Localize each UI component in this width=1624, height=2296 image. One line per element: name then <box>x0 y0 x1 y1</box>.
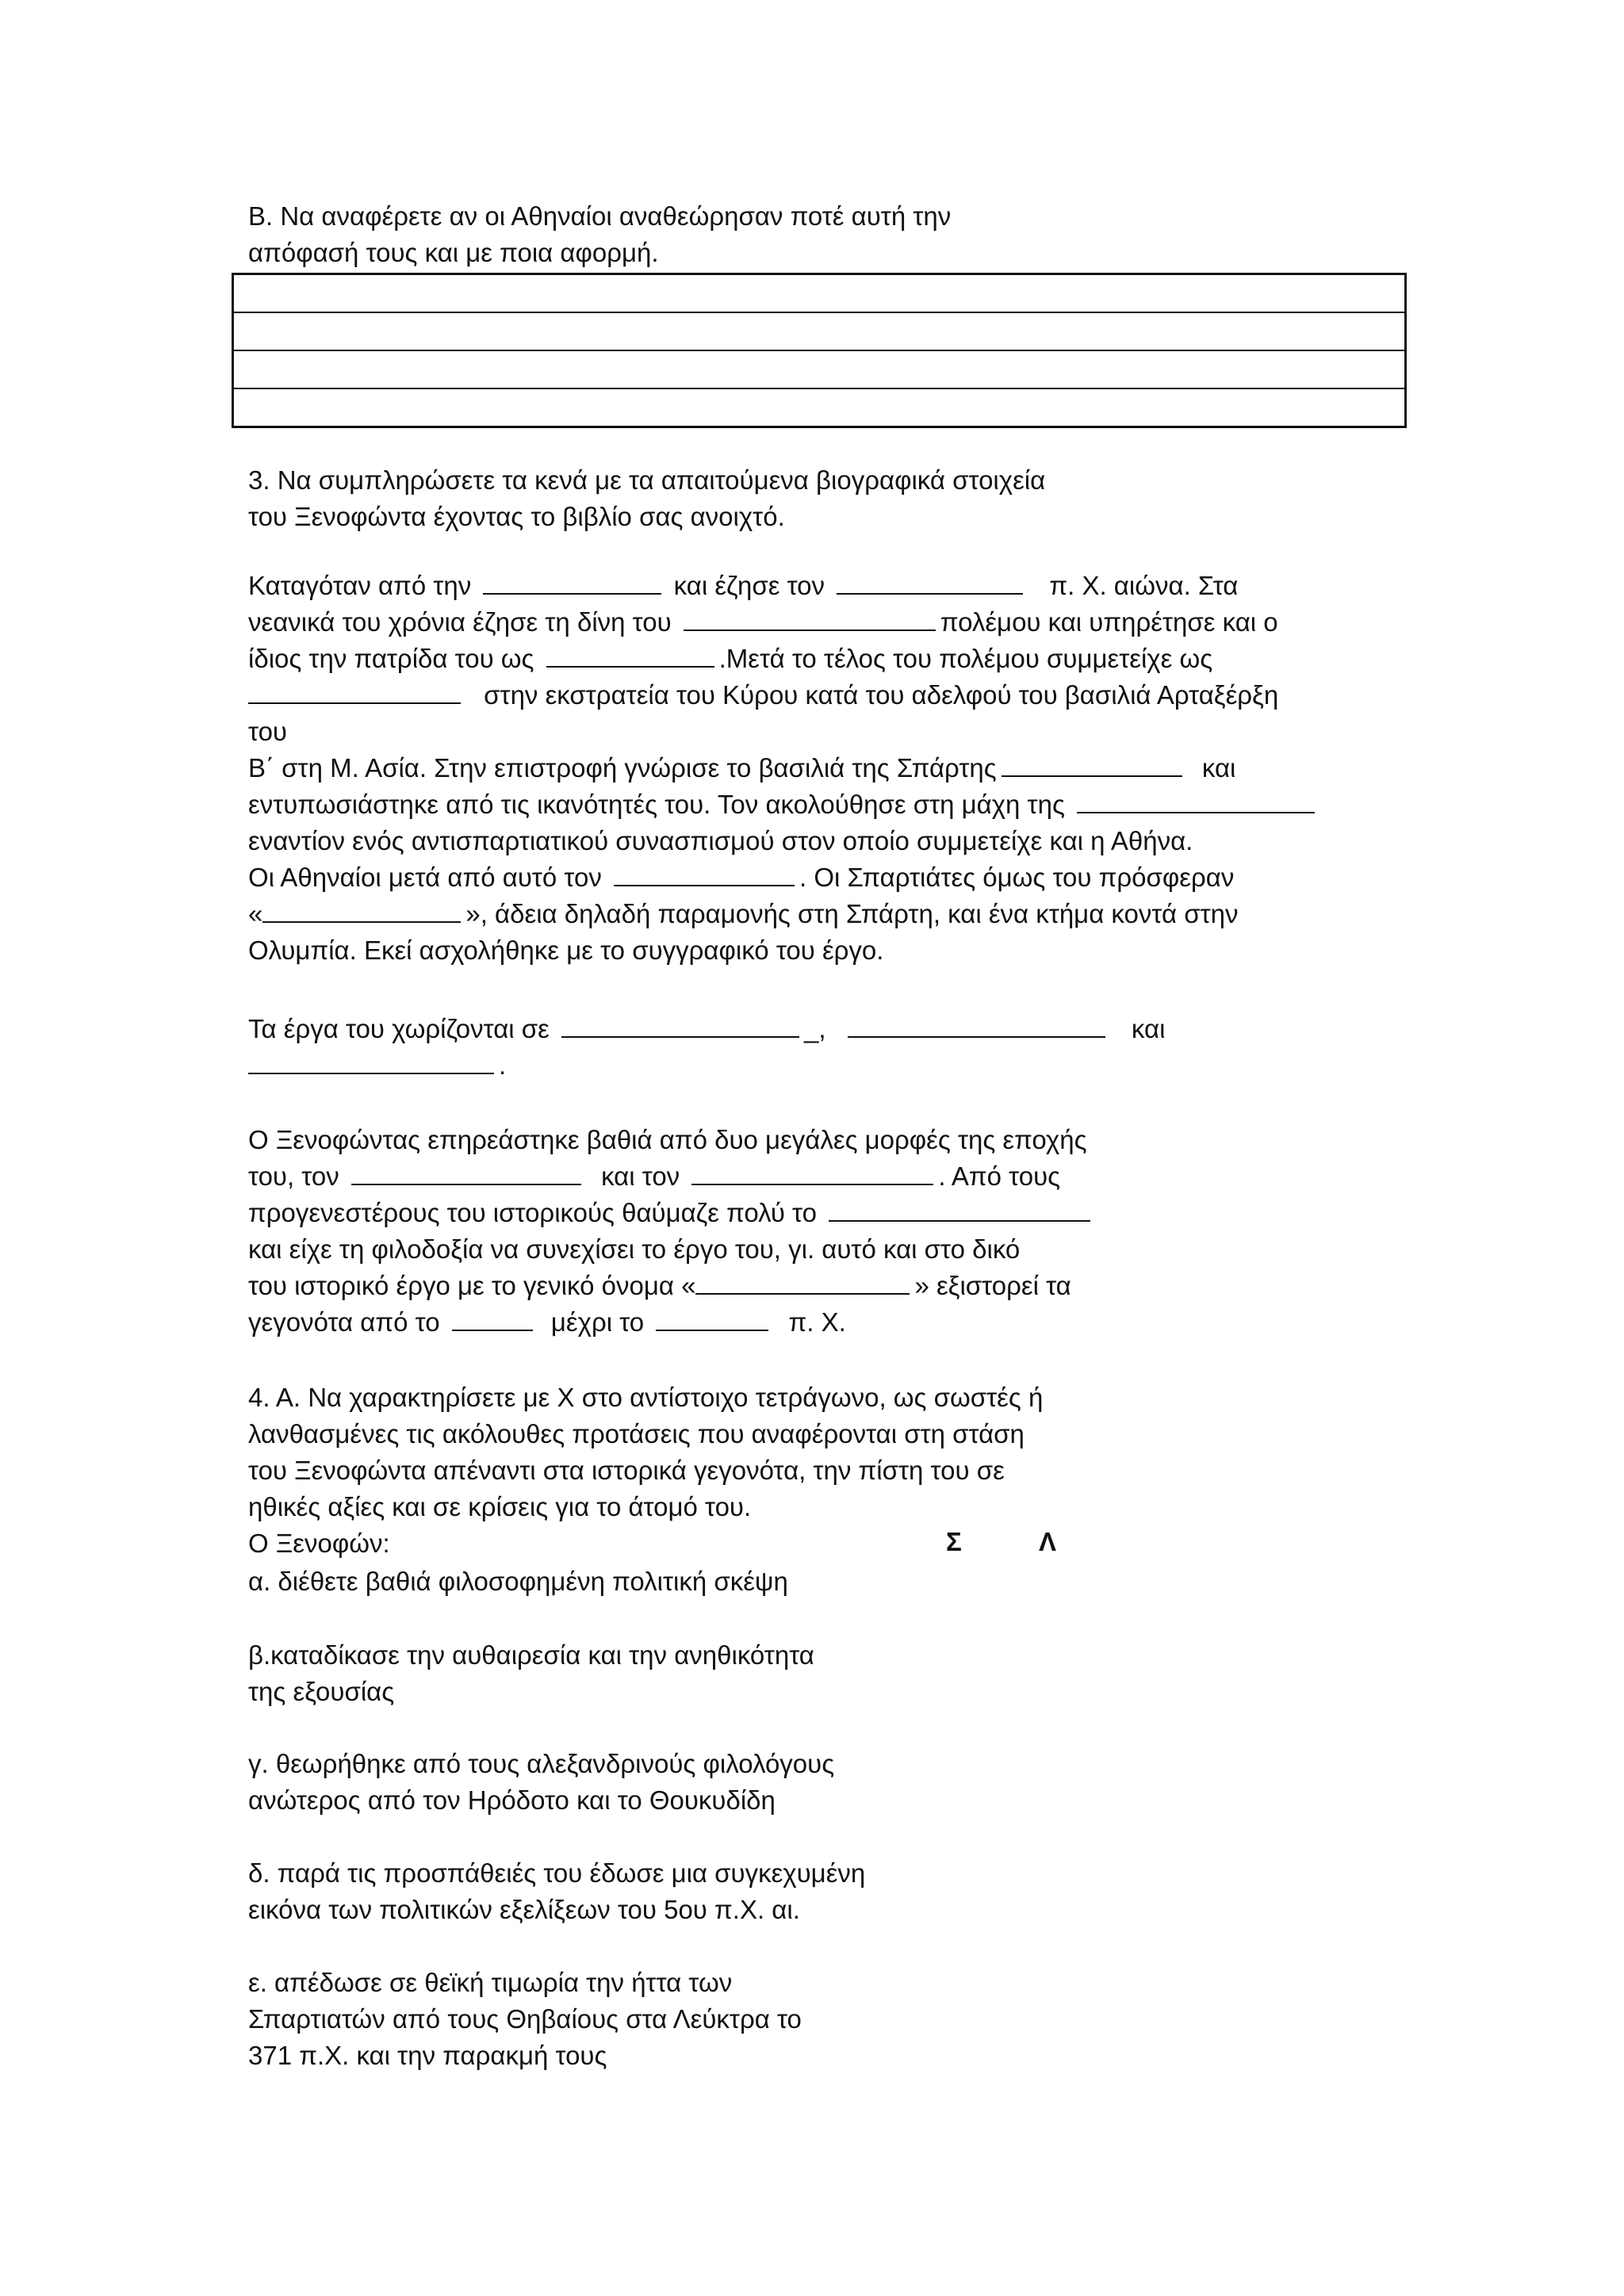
statement-line: α. διέθετε βαθιά φιλοσοφημένη πολιτική σκέψη <box>248 1567 788 1596</box>
answer-lines-box[interactable] <box>232 273 1407 428</box>
text: γεγονότα από το <box>248 1307 440 1337</box>
fill-blank[interactable] <box>452 1306 533 1331</box>
fill-blank[interactable] <box>691 1160 933 1185</box>
question-4-intro <box>248 1380 1438 1562</box>
fill-blank[interactable] <box>483 569 661 595</box>
text: του <box>248 717 287 746</box>
statement-line: της εξουσίας <box>248 1677 395 1706</box>
text: . Από τους <box>938 1161 1061 1191</box>
text: Καταγόταν από την <box>248 571 472 600</box>
fill-blank[interactable] <box>829 1196 1090 1222</box>
text: » εξιστορεί τα <box>914 1271 1071 1300</box>
text: εναντίον ενός αντισπαρτιατικού συνασπισμού στον οποίο συμμετείχε και η Αθήνα. <box>248 826 1193 855</box>
tf-statement-c <box>248 1746 834 1819</box>
column-header-false: Λ <box>1039 1527 1057 1556</box>
fill-blank[interactable] <box>656 1306 768 1331</box>
statement-line: ανώτερος από τον Ηρόδοτο και το Θουκυδίδη <box>248 1785 776 1815</box>
text: νεανικά του χρόνια έζησε τη δίνη του <box>248 607 672 637</box>
text: Οι Αθηναίοι μετά από αυτό τον <box>248 863 602 892</box>
question-3-influences-paragraph <box>248 1122 1438 1341</box>
text: π. Χ. <box>788 1307 846 1337</box>
text: μέχρι το <box>550 1307 645 1337</box>
fill-blank[interactable] <box>1077 788 1315 813</box>
question-text-line: B. Να αναφέρετε αν οι Αθηναίοι αναθεώρησαν ποτέ αυτή την <box>248 201 952 231</box>
statement-line: δ. παρά τις προσπάθειές του έδωσε μια συγκεχυμένη <box>248 1858 866 1888</box>
text: », άδεια δηλαδή παραμονής στη Σπάρτη, και ένα κτήμα κοντά στην <box>465 899 1239 928</box>
fill-blank[interactable] <box>546 642 714 668</box>
text: . Οι Σπαρτιάτες όμως του πρόσφεραν <box>799 863 1235 892</box>
fill-blank[interactable] <box>1002 752 1182 777</box>
text: προγενεστέρους του ιστορικούς θαύμαζε πολύ το <box>248 1198 817 1227</box>
text: πολέμου και υπηρέτησε και ο <box>940 607 1278 637</box>
tf-statement-a <box>248 1563 788 1600</box>
text: Β΄ στη Μ. Ασία. Στην επιστροφή γνώρισε το βασιλιά της Σπάρτης <box>248 753 997 783</box>
text: και <box>1201 753 1236 783</box>
fill-blank[interactable] <box>614 861 795 886</box>
fill-blank[interactable] <box>695 1269 910 1295</box>
question-text-line: απόφασή τους και με ποια αφορμή. <box>248 238 659 267</box>
text: Τα έργα του χωρίζονται σε <box>248 1014 550 1043</box>
tf-statement-d <box>248 1855 865 1928</box>
fill-blank[interactable] <box>684 606 936 631</box>
text: .Μετά το τέλος του πολέμου συμμετείχε ως <box>718 644 1213 673</box>
answer-line[interactable] <box>234 389 1404 426</box>
text: του ιστορικό έργο με το γενικό όνομα « <box>248 1271 696 1300</box>
statement-line: γ. θεωρήθηκε από τους αλεξανδρινούς φιλολόγους <box>248 1749 835 1778</box>
answer-line[interactable] <box>234 351 1404 389</box>
fill-blank[interactable] <box>561 1012 799 1038</box>
fill-blank[interactable] <box>351 1160 581 1185</box>
question-text-line: 4. Α. Να χαρακτηρίσετε με Χ στο αντίστοιχο τετράγωνο, ως σωστές ή <box>248 1383 1044 1412</box>
tf-statement-e <box>248 1965 802 2074</box>
answer-line[interactable] <box>234 313 1404 351</box>
text: « <box>248 899 263 928</box>
column-header-true: Σ <box>946 1527 962 1556</box>
text: ίδιος την πατρίδα του ως <box>248 644 534 673</box>
statement-line: 371 π.Χ. και την παρακμή τους <box>248 2041 607 2070</box>
question-text-line: λανθασμένες τις ακόλουθες προτάσεις που αναφέρονται στη στάση <box>248 1419 1025 1448</box>
text: εντυπωσιάστηκε από τις ικανότητές του. Τον ακολούθησε στη μάχη της <box>248 790 1065 819</box>
subject-label: Ο Ξενοφών: <box>248 1529 390 1558</box>
question-text-line: 3. Να συμπληρώσετε τα κενά με τα απαιτούμενα βιογραφικά στοιχεία <box>248 465 1046 495</box>
statement-line: εικόνα των πολιτικών εξελίξεων του 5ου π.Χ. αι. <box>248 1895 800 1924</box>
fill-blank[interactable] <box>848 1012 1105 1038</box>
text: π. Χ. αιώνα. Στα <box>1049 571 1239 600</box>
text: και είχε τη φιλοδοξία να συνεχίσει το έργο του, γι. αυτό και στο δικό <box>248 1234 1021 1264</box>
text: στην εκστρατεία του Κύρου κατά του αδελφού του βασιλιά Αρταξέρξη <box>484 680 1279 710</box>
question-2b <box>248 198 1438 271</box>
question-text-line: του Ξενοφώντα απέναντι στα ιστορικά γεγονότα, την πίστη του σε <box>248 1456 1005 1485</box>
statement-line: Σπαρτιατών από τους Θηβαίους στα Λεύκτρα το <box>248 2004 802 2034</box>
text: του, τον <box>248 1161 339 1191</box>
text: _, <box>804 1014 826 1043</box>
text: Ολυμπία. Εκεί ασχολήθηκε με το συγγραφικό του έργο. <box>248 936 884 965</box>
question-3-biography-paragraph <box>248 568 1438 969</box>
question-3-intro <box>248 462 1438 535</box>
text: και τον <box>601 1161 680 1191</box>
fill-blank[interactable] <box>837 569 1023 595</box>
question-text-line: του Ξενοφώντα έχοντας το βιβλίο σας ανοιχτό. <box>248 502 785 531</box>
answer-line[interactable] <box>234 275 1404 313</box>
fill-blank[interactable] <box>248 679 461 704</box>
statement-line: ε. απέδωσε σε θεϊκή τιμωρία την ήττα των <box>248 1968 733 1997</box>
fill-blank[interactable] <box>248 1049 494 1074</box>
question-3-works-paragraph <box>248 1011 1438 1084</box>
statement-line: β.καταδίκασε την αυθαιρεσία και την ανηθικότητα <box>248 1640 814 1670</box>
text: Ο Ξενοφώντας επηρεάστηκε βαθιά από δυο μεγάλες μορφές της εποχής <box>248 1125 1087 1154</box>
text: και έζησε τον <box>673 571 825 600</box>
text: και <box>1131 1014 1166 1043</box>
fill-blank[interactable] <box>262 897 461 923</box>
text: . <box>499 1050 507 1080</box>
question-text-line: ηθικές αξίες και σε κρίσεις για το άτομό του. <box>248 1492 752 1521</box>
tf-statement-b <box>248 1637 814 1710</box>
